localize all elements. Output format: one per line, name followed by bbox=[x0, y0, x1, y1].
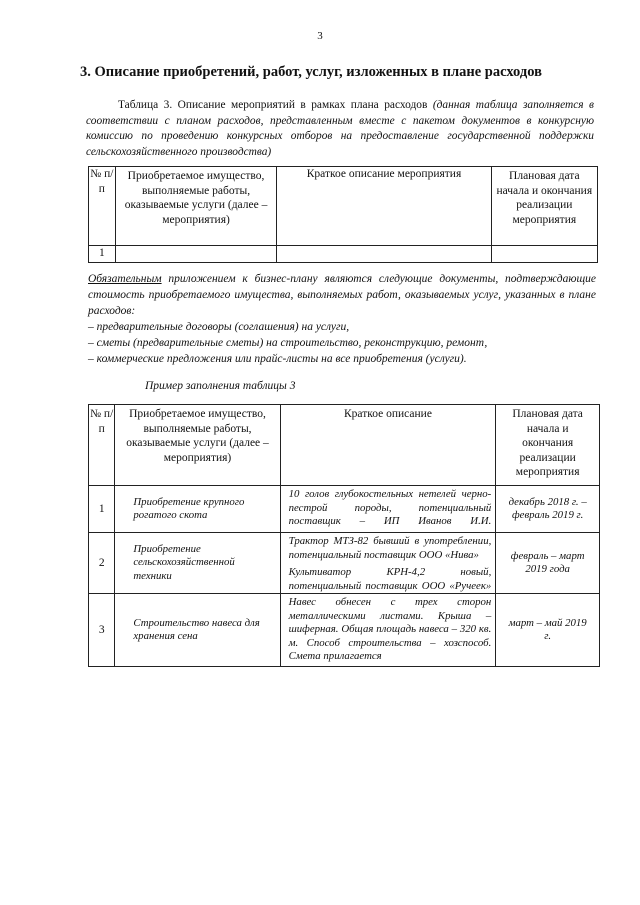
description-text: Трактор МТЗ-82 бывший в употреблении, потенциальный поставщик ООО «Нива» bbox=[288, 535, 492, 561]
row-item: Строительство навеса для хранения сена bbox=[115, 594, 280, 667]
row-date: февраль – март 2019 года bbox=[496, 533, 600, 594]
note-item: – предварительные договоры (соглашения) на услуги, bbox=[88, 321, 350, 333]
row-date: март – май 2019 г. bbox=[496, 594, 600, 667]
header-number: № п/п bbox=[89, 405, 115, 486]
example-table bbox=[88, 404, 600, 667]
description-text: 10 голов глубокостельных нетелей черно-пестрой породы, потенциальный поставщик – ИП Иванов И.И. bbox=[288, 488, 492, 527]
required-documents-note bbox=[88, 271, 596, 367]
table-caption bbox=[86, 98, 594, 160]
expense-plan-table bbox=[88, 166, 598, 263]
page-number: 3 bbox=[317, 30, 323, 42]
table-row bbox=[89, 594, 600, 667]
section-heading: 3. Описание приобретений, работ, услуг, изложенных в плане расходов bbox=[80, 64, 542, 80]
header-item: Приобретаемое имущество, выполняемые работы, оказываемые услуги (далее – мероприятия) bbox=[115, 167, 277, 246]
empty-cell bbox=[115, 246, 277, 263]
row-date: декабрь 2018 г. – февраль 2019 г. bbox=[496, 486, 600, 533]
header-description: Краткое описание bbox=[280, 405, 496, 486]
caption-prefix: Таблица 3. Описание мероприятий в рамках плана расходов bbox=[118, 99, 433, 111]
row-number: 2 bbox=[89, 533, 115, 594]
example-title: Пример заполнения таблицы 3 bbox=[145, 380, 296, 392]
note-lead-word: Обязательным bbox=[88, 273, 162, 285]
row-item: Приобретение крупного рогатого скота bbox=[115, 486, 280, 533]
row-description bbox=[280, 486, 496, 533]
table-row bbox=[89, 486, 600, 533]
row-description bbox=[280, 533, 496, 594]
header-item: Приобретаемое имущество, выполняемые работы, оказываемые услуги (далее – мероприятия) bbox=[115, 405, 280, 486]
note-item: – коммерческие предложения или прайс-листы на все приобретения (услуги). bbox=[88, 353, 467, 365]
caption-note: (данная таблица заполняется в соответствии с планом расходов, представленным вместе с пакетом документов в конкурсную комиссию по проведению конкурсных отборов на предоставление государственной поддержки сельскохозяйственного производства) bbox=[86, 99, 594, 158]
row-description bbox=[280, 594, 496, 667]
row-number: 1 bbox=[89, 246, 116, 263]
header-number: № п/п bbox=[89, 167, 116, 246]
description-text: Культиватор КРН-4,2 новый, потенциальный поставщик ООО «Ручеек» bbox=[288, 566, 492, 592]
row-number: 1 bbox=[89, 486, 115, 533]
header-date: Плановая дата начала и окончания реализации мероприятия bbox=[496, 405, 600, 486]
note-paragraph bbox=[88, 271, 596, 319]
table-row bbox=[89, 533, 600, 594]
empty-cell bbox=[491, 246, 597, 263]
note-text: приложением к бизнес-плану являются следующие документы, подтверждающие стоимость приобретаемого имущества, выполняемых работ, оказываемых услуг, указанных в плане расходов: bbox=[88, 273, 596, 317]
description-text: Навес обнесен с трех сторон металлическими листами. Крыша – шиферная. Общая площадь навеса – 320 кв. м. Способ строительства – хозспособ. Смета прилагается bbox=[288, 596, 492, 662]
row-number: 3 bbox=[89, 594, 115, 667]
note-item: – сметы (предварительные сметы) на строительство, реконструкцию, ремонт, bbox=[88, 337, 488, 349]
header-description: Краткое описание мероприятия bbox=[277, 167, 491, 246]
row-item: Приобретение сельскохозяйственной техники bbox=[115, 533, 280, 594]
empty-cell bbox=[277, 246, 491, 263]
header-date: Плановая дата начала и окончания реализации мероприятия bbox=[491, 167, 597, 246]
